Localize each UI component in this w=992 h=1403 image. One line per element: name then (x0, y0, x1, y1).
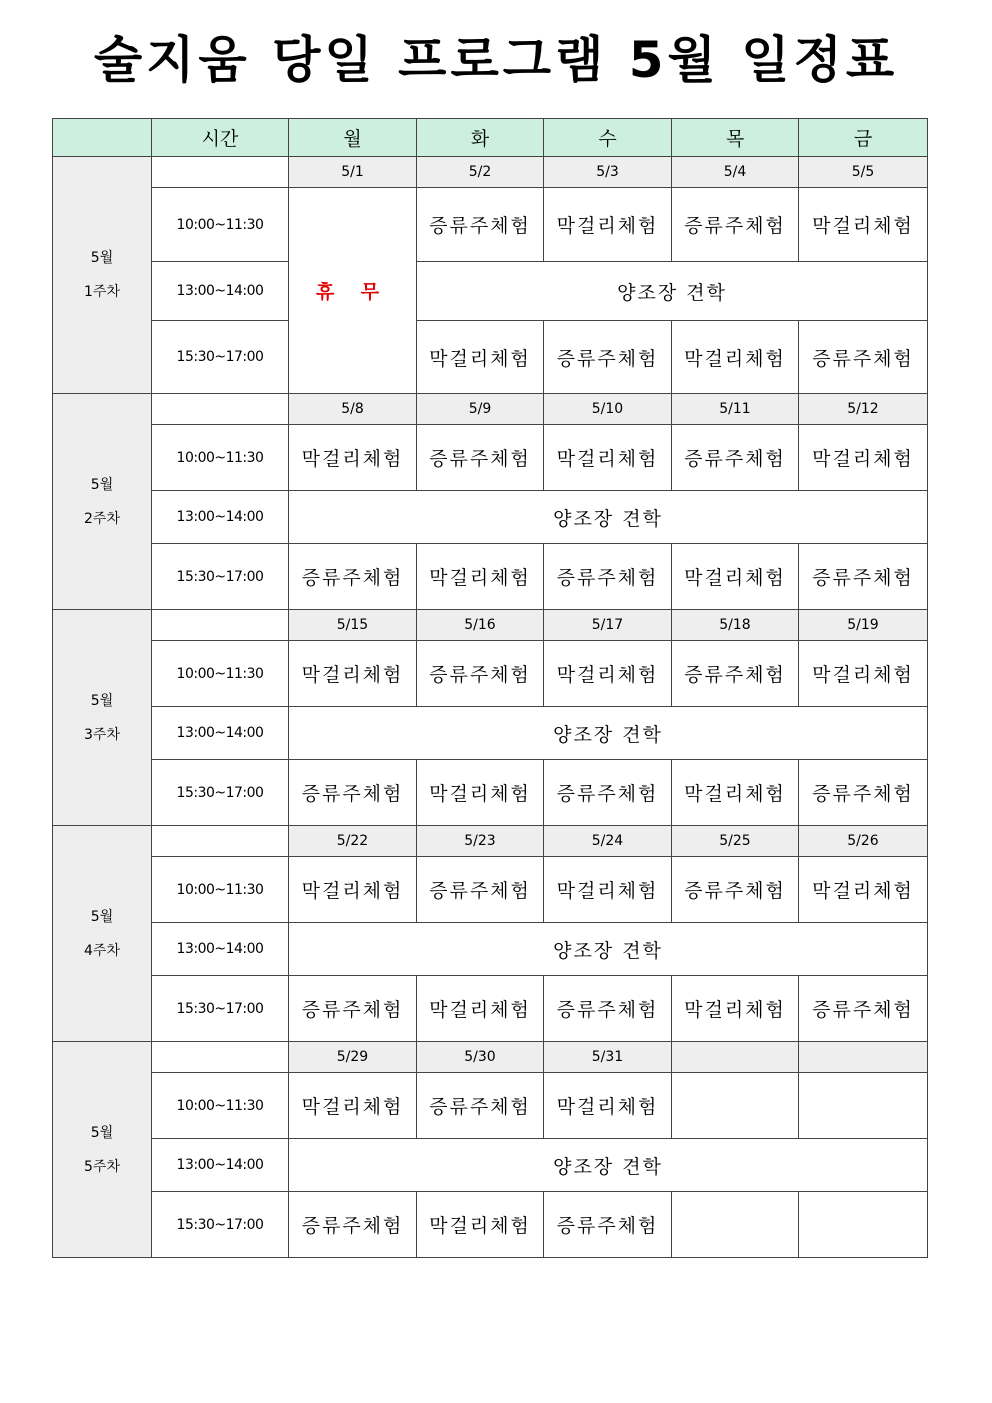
header-day-mon: 월 (289, 119, 417, 157)
date-cell: 5/5 (799, 157, 928, 188)
week-label-number: 3주차 (84, 726, 120, 743)
header-day-thu: 목 (672, 119, 799, 157)
week-label (53, 394, 152, 610)
program-cell: 증류주체험 (799, 760, 928, 826)
program-cell: 증류주체험 (799, 321, 928, 394)
header-row (53, 119, 928, 157)
date-cell: 5/1 (289, 157, 417, 188)
date-cell: 5/19 (799, 610, 928, 641)
program-cell: 증류주체험 (672, 188, 799, 262)
slot-row-afternoon (53, 544, 928, 610)
program-cell: 막걸리체험 (289, 641, 417, 707)
week-label-number: 4주차 (84, 942, 120, 959)
date-row (53, 826, 928, 857)
page-title: 술지움 당일 프로그램 5월 일정표 (93, 31, 899, 89)
week-label-month: 5월 (90, 476, 114, 493)
schedule-table (52, 118, 928, 1258)
brewery-tour-cell: 양조장 견학 (289, 491, 928, 544)
program-cell: 증류주체험 (289, 760, 417, 826)
time-cell: 13:00~14:00 (152, 923, 289, 976)
slot-row-afternoon (53, 760, 928, 826)
date-cell: 5/11 (672, 394, 799, 425)
date-cell (799, 1042, 928, 1073)
date-row (53, 1042, 928, 1073)
slot-row-afternoon (53, 1192, 928, 1258)
program-cell: 증류주체험 (544, 321, 672, 394)
date-cell: 5/15 (289, 610, 417, 641)
week-label-month: 5월 (90, 692, 114, 709)
slot-row-afternoon (53, 976, 928, 1042)
program-cell: 막걸리체험 (544, 857, 672, 923)
time-cell: 15:30~17:00 (152, 321, 289, 394)
program-cell: 막걸리체험 (289, 857, 417, 923)
program-cell: 막걸리체험 (544, 425, 672, 491)
date-cell: 5/16 (417, 610, 544, 641)
week-label-month: 5월 (90, 1124, 114, 1141)
week-label (53, 826, 152, 1042)
program-cell: 막걸리체험 (417, 760, 544, 826)
program-cell: 증류주체험 (544, 544, 672, 610)
time-cell: 15:30~17:00 (152, 1192, 289, 1258)
slot-row-morning (53, 857, 928, 923)
program-cell: 막걸리체험 (544, 188, 672, 262)
program-cell: 증류주체험 (417, 425, 544, 491)
header-blank-cell (53, 119, 152, 157)
time-cell: 10:00~11:30 (152, 857, 289, 923)
date-cell: 5/4 (672, 157, 799, 188)
program-cell: 막걸리체험 (417, 976, 544, 1042)
program-cell: 증류주체험 (672, 425, 799, 491)
time-cell: 13:00~14:00 (152, 262, 289, 321)
program-cell: 막걸리체험 (799, 641, 928, 707)
program-cell (672, 1073, 799, 1139)
week-label (53, 157, 152, 394)
date-row-blank (152, 394, 289, 425)
slot-row-midday (53, 707, 928, 760)
week-label-month: 5월 (90, 908, 114, 925)
header-day-wed: 수 (544, 119, 672, 157)
date-cell: 5/18 (672, 610, 799, 641)
program-cell: 증류주체험 (417, 857, 544, 923)
time-cell: 15:30~17:00 (152, 760, 289, 826)
brewery-tour-cell: 양조장 견학 (417, 262, 928, 321)
closed-cell: 휴 무 (289, 188, 417, 394)
week-label-number: 2주차 (84, 510, 120, 527)
slot-row-midday (53, 262, 928, 321)
program-cell: 막걸리체험 (672, 976, 799, 1042)
program-cell: 막걸리체험 (417, 321, 544, 394)
slot-row-morning (53, 1073, 928, 1139)
program-cell: 막걸리체험 (289, 1073, 417, 1139)
date-cell: 5/25 (672, 826, 799, 857)
program-cell: 막걸리체험 (417, 1192, 544, 1258)
slot-row-afternoon (53, 321, 928, 394)
date-row-blank (152, 826, 289, 857)
program-cell: 증류주체험 (544, 1192, 672, 1258)
slot-row-morning (53, 188, 928, 262)
header-day-fri: 금 (799, 119, 928, 157)
time-cell: 13:00~14:00 (152, 491, 289, 544)
slot-row-morning (53, 641, 928, 707)
program-cell: 막걸리체험 (289, 425, 417, 491)
date-cell: 5/26 (799, 826, 928, 857)
program-cell: 막걸리체험 (672, 321, 799, 394)
header-time: 시간 (152, 119, 289, 157)
program-cell: 증류주체험 (544, 760, 672, 826)
time-cell: 10:00~11:30 (152, 188, 289, 262)
date-cell (672, 1042, 799, 1073)
program-cell (672, 1192, 799, 1258)
program-cell: 막걸리체험 (544, 1073, 672, 1139)
brewery-tour-cell: 양조장 견학 (289, 1139, 928, 1192)
date-cell: 5/23 (417, 826, 544, 857)
date-cell: 5/17 (544, 610, 672, 641)
program-cell: 막걸리체험 (672, 760, 799, 826)
date-cell: 5/24 (544, 826, 672, 857)
week-label-number: 1주차 (84, 284, 120, 300)
program-cell: 증류주체험 (417, 1073, 544, 1139)
time-cell: 10:00~11:30 (152, 641, 289, 707)
date-cell: 5/10 (544, 394, 672, 425)
program-cell: 증류주체험 (672, 857, 799, 923)
time-cell: 13:00~14:00 (152, 707, 289, 760)
program-cell: 증류주체험 (289, 976, 417, 1042)
time-cell: 15:30~17:00 (152, 544, 289, 610)
program-cell: 증류주체험 (417, 188, 544, 262)
slot-row-midday (53, 923, 928, 976)
time-cell: 10:00~11:30 (152, 425, 289, 491)
program-cell: 막걸리체험 (799, 857, 928, 923)
header-day-tue: 화 (417, 119, 544, 157)
date-cell: 5/2 (417, 157, 544, 188)
program-cell: 증류주체험 (289, 1192, 417, 1258)
program-cell: 막걸리체험 (799, 188, 928, 262)
brewery-tour-cell: 양조장 견학 (289, 923, 928, 976)
date-cell: 5/12 (799, 394, 928, 425)
week-label-month: 5월 (90, 250, 114, 266)
week-label (53, 610, 152, 826)
date-row-blank (152, 1042, 289, 1073)
date-cell: 5/29 (289, 1042, 417, 1073)
program-cell: 막걸리체험 (672, 544, 799, 610)
date-row (53, 394, 928, 425)
program-cell: 증류주체험 (799, 544, 928, 610)
program-cell: 증류주체험 (672, 641, 799, 707)
program-cell (799, 1192, 928, 1258)
date-cell: 5/30 (417, 1042, 544, 1073)
program-cell: 증류주체험 (289, 544, 417, 610)
date-row (53, 610, 928, 641)
slot-row-midday (53, 491, 928, 544)
date-cell: 5/8 (289, 394, 417, 425)
date-row-blank (152, 157, 289, 188)
date-cell: 5/31 (544, 1042, 672, 1073)
program-cell: 증류주체험 (799, 976, 928, 1042)
slot-row-morning (53, 425, 928, 491)
program-cell: 증류주체험 (544, 976, 672, 1042)
program-cell (799, 1073, 928, 1139)
time-cell: 10:00~11:30 (152, 1073, 289, 1139)
date-row-blank (152, 610, 289, 641)
date-cell: 5/22 (289, 826, 417, 857)
date-cell: 5/9 (417, 394, 544, 425)
brewery-tour-cell: 양조장 견학 (289, 707, 928, 760)
date-cell: 5/3 (544, 157, 672, 188)
week-label (53, 1042, 152, 1258)
program-cell: 증류주체험 (417, 641, 544, 707)
program-cell: 막걸리체험 (799, 425, 928, 491)
date-row (53, 157, 928, 188)
program-cell: 막걸리체험 (544, 641, 672, 707)
time-cell: 15:30~17:00 (152, 976, 289, 1042)
slot-row-midday (53, 1139, 928, 1192)
program-cell: 막걸리체험 (417, 544, 544, 610)
week-label-number: 5주차 (84, 1158, 120, 1175)
time-cell: 13:00~14:00 (152, 1139, 289, 1192)
